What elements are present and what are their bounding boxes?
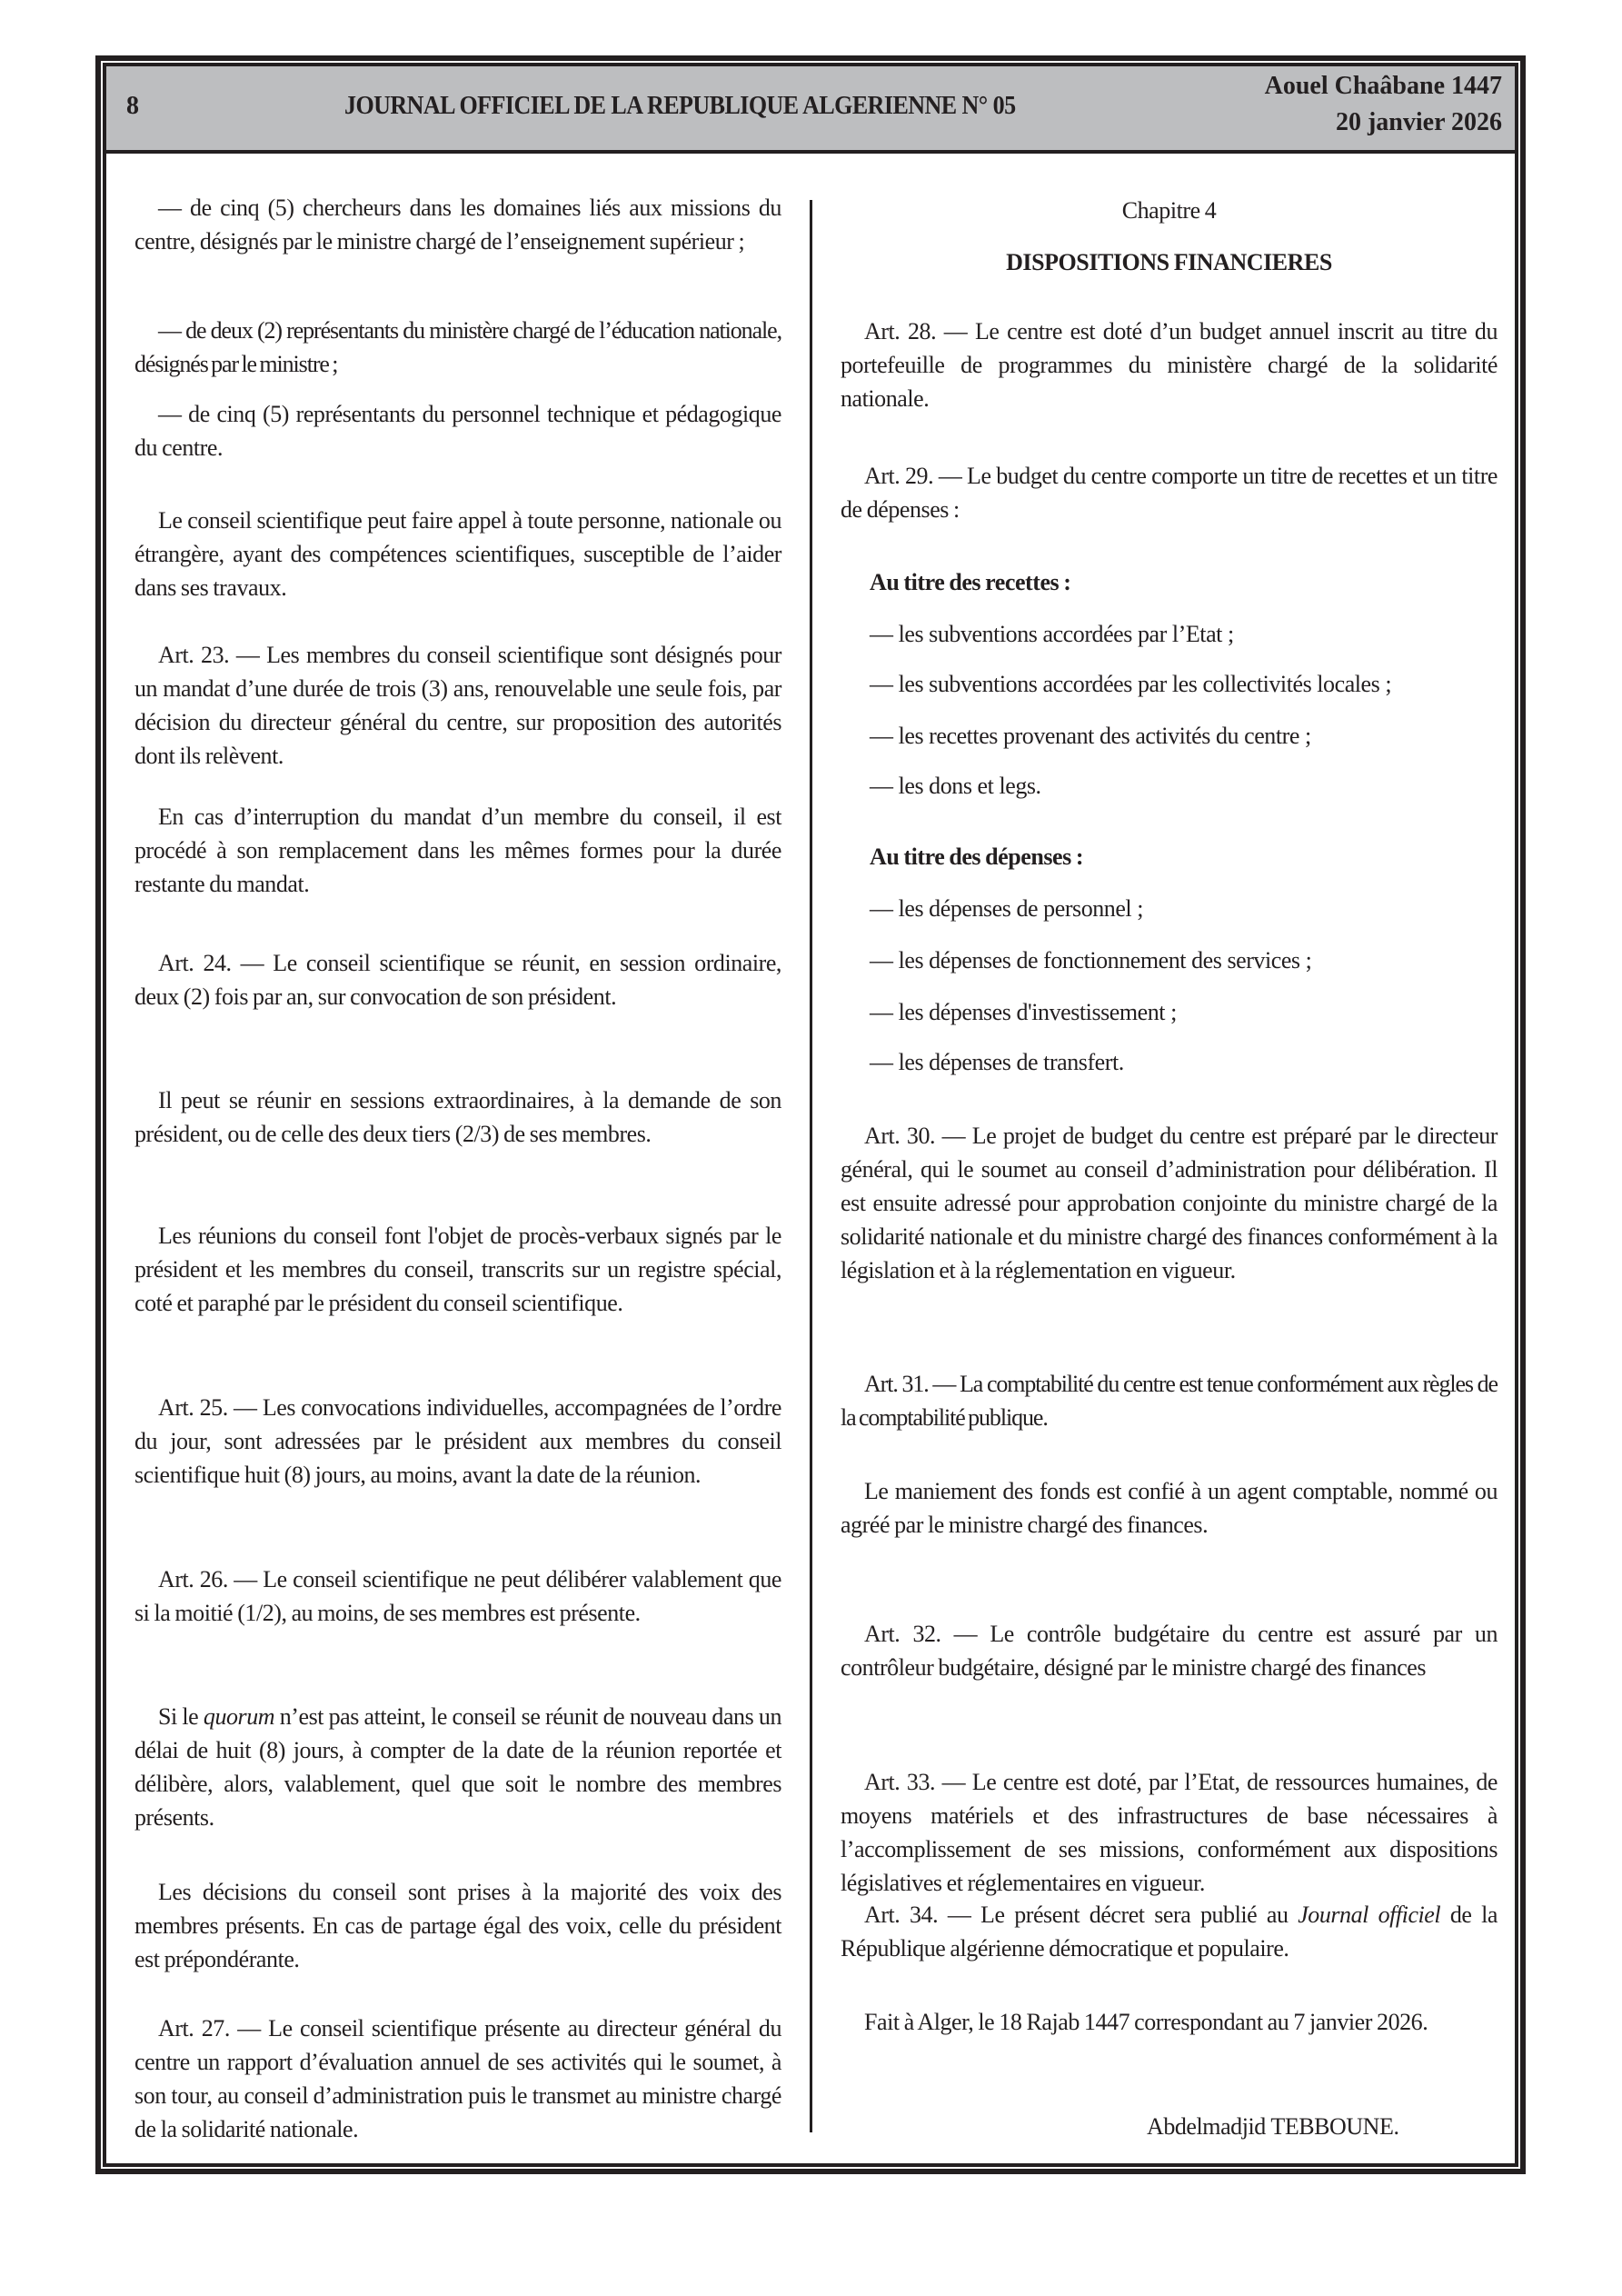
paragraph-extraordinary-sessions: Il peut se réunir en sessions extraordinaires, à la demande de son président, ou de celle des deux tiers (2/3) de ses membres. xyxy=(134,1087,781,1147)
hijri-date: Aouel Chaâbane 1447 xyxy=(1264,72,1502,100)
recettes-item: — les subventions accordées par l’Etat ; xyxy=(870,621,1234,647)
depenses-item: — les dépenses d'investissement ; xyxy=(870,999,1177,1025)
article-24: Art. 24. — Le conseil scientifique se réunit, en session ordinaire, deux (2) fois par an, sur convocation de son président. xyxy=(134,950,781,1010)
depenses-item: — les dépenses de transfert. xyxy=(870,1049,1124,1075)
paragraph-done-at: Fait à Alger, le 18 Rajab 1447 correspondant au 7 janvier 2026. xyxy=(864,2009,1428,2035)
paragraph-education-reps: — de deux (2) représentants du ministère chargé de l’éducation nationale, désignés par le ministre ; xyxy=(134,317,781,377)
journal-officiel-italic: Journal officiel xyxy=(1298,1902,1441,1928)
article-29: Art. 29. — Le budget du centre comporte un titre de recettes et un titre de dépenses : xyxy=(841,463,1498,523)
paragraph-mandate-interruption: En cas d’interruption du mandat d’un membre du conseil, il est procédé à son remplacement dans les mêmes formes pour la durée restante du mandat. xyxy=(134,804,781,897)
depenses-item: — les dépenses de fonctionnement des services ; xyxy=(870,947,1312,973)
paragraph-decisions: Les décisions du conseil sont prises à la majorité des voix des membres présents. En cas de partage égal des voix, celle du président est prépondérante. xyxy=(134,1879,781,1972)
recettes-item: — les recettes provenant des activités du centre ; xyxy=(870,723,1311,749)
article-25: Art. 25. — Les convocations individuelles, accompagnées de l’ordre du jour, sont adressées par le président aux membres du conseil scientifique huit (8) jours, au moins, avant la date de la réunion. xyxy=(134,1394,781,1488)
recettes-item: — les dons et legs. xyxy=(870,773,1041,799)
chapter-title: DISPOSITIONS FINANCIERES xyxy=(1006,249,1332,275)
paragraph-minutes: Les réunions du conseil font l'objet de procès-verbaux signés par le président et les membres du conseil, transcrits sur un registre spécial, coté et paraphé par le président du conseil scientifique. xyxy=(134,1223,781,1316)
paragraph-external-experts: Le conseil scientifique peut faire appel à toute personne, nationale ou étrangère, ayant des compétences scientifiques, susceptible de l’aider dans ses travaux. xyxy=(134,507,781,601)
article-34: Art. 34. — Le présent décret sera publié au Journal officiel de la République algérienne démocratique et populaire. xyxy=(841,1902,1498,1962)
paragraph-researchers: — de cinq (5) chercheurs dans les domaines liés aux missions du centre, désignés par le ministre chargé de l’enseignement supérieur ; xyxy=(134,195,781,255)
column-divider xyxy=(810,200,812,2132)
gregorian-date: 20 janvier 2026 xyxy=(1335,108,1502,136)
quorum-italic: quorum xyxy=(203,1703,275,1730)
article-27: Art. 27. — Le conseil scientifique présente au directeur général du centre un rapport d’évaluation annuel de ses activités qui le soumet, à son tour, au conseil d’administration puis le transmet au ministre chargé de la solidarité nationale. xyxy=(134,2015,781,2142)
recettes-heading: Au titre des recettes : xyxy=(870,569,1071,595)
signature: Abdelmadjid TEBBOUNE. xyxy=(1147,2113,1399,2140)
article-31: Art. 31. — La comptabilité du centre est tenue conformément aux règles de la comptabilité publique. xyxy=(841,1371,1498,1431)
article-30: Art. 30. — Le projet de budget du centre est préparé par le directeur général, qui le soumet au conseil d’administration pour délibération. Il est ensuite adressé pour approbation conjointe du ministre chargé de la solidarité nationale et du ministre chargé des finances conformément à la législation et à la réglementation en vigueur. xyxy=(841,1123,1498,1283)
depenses-heading: Au titre des dépenses : xyxy=(870,844,1084,870)
journal-title: JOURNAL OFFICIEL DE LA REPUBLIQUE ALGERIENNE N° 05 xyxy=(344,92,1016,120)
paragraph-maniement: Le maniement des fonds est confié à un agent comptable, nommé ou agréé par le ministre chargé des finances. xyxy=(841,1478,1498,1538)
article-26: Art. 26. — Le conseil scientifique ne peut délibérer valablement que si la moitié (1/2), au moins, de ses membres est présente. xyxy=(134,1566,781,1626)
page-number: 8 xyxy=(126,92,139,120)
article-23: Art. 23. — Les membres du conseil scientifique sont désignés pour un mandat d’une durée de trois (3) ans, renouvelable une seule fois, par décision du directeur général du centre, sur proposition des autorités dont ils relèvent. xyxy=(134,642,781,769)
article-28: Art. 28. — Le centre est doté d’un budget annuel inscrit au titre du portefeuille de programmes du ministère chargé de la solidarité nationale. xyxy=(841,318,1498,412)
depenses-item: — les dépenses de personnel ; xyxy=(870,895,1144,922)
article-33: Art. 33. — Le centre est doté, par l’Etat, de ressources humaines, de moyens matériels et des infrastructures de base nécessaires à l’accomplissement de ses missions, conformément aux dispositions législatives et réglementaires en vigueur. xyxy=(841,1769,1498,1896)
recettes-item: — les subventions accordées par les collectivités locales ; xyxy=(870,671,1392,697)
journal-header xyxy=(106,66,1515,154)
paragraph-staff-reps: — de cinq (5) représentants du personnel technique et pédagogique du centre. xyxy=(134,401,781,461)
paragraph-quorum: Si le quorum n’est pas atteint, le conseil se réunit de nouveau dans un délai de huit (8) jours, à compter de la date de la réunion reportée et délibère, alors, valablement, quel que soit le nombre des membres présents. xyxy=(134,1703,781,1831)
article-32: Art. 32. — Le contrôle budgétaire du centre est assuré par un contrôleur budgétaire, désigné par le ministre chargé des finances xyxy=(841,1621,1498,1681)
chapter-label: Chapitre 4 xyxy=(1121,197,1217,224)
